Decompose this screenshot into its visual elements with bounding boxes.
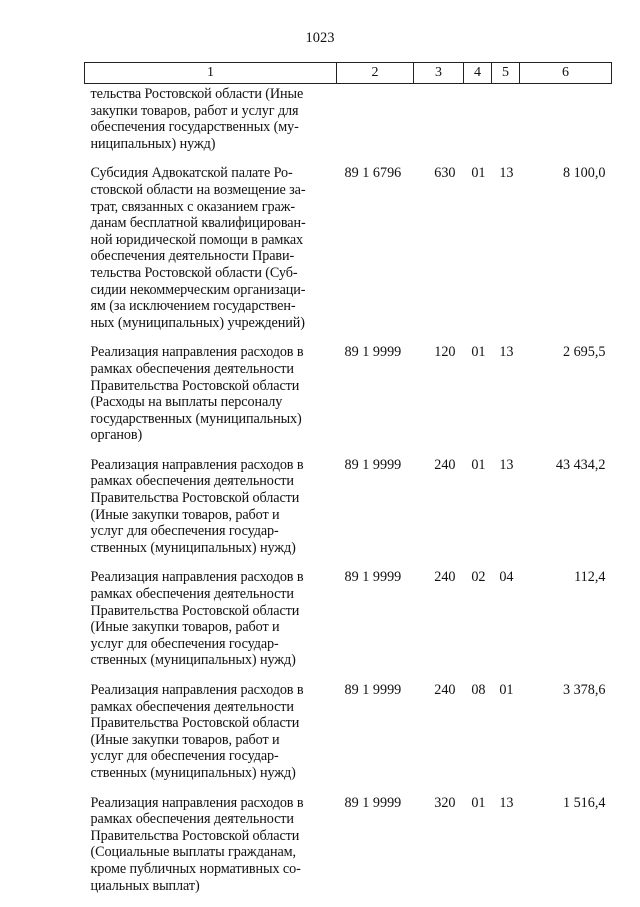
row-pr: 04 <box>499 569 514 586</box>
table-row <box>85 165 612 344</box>
column-header: 6 <box>520 63 612 84</box>
table-row <box>85 457 612 570</box>
row-pr: 01 <box>499 682 514 698</box>
row-code <box>337 84 414 166</box>
row-rz: 08 <box>471 682 486 698</box>
row-sum: 2 695,5 <box>562 344 606 361</box>
row-pr: 13 <box>499 794 514 811</box>
row-rz: 01 <box>471 344 486 361</box>
table-row <box>85 344 612 457</box>
row-vr: 320 <box>434 794 456 811</box>
row-name: Реализация направления расходов в рамках обеспечения деятельности Правительства Ростовской области (Социальные выплаты гражданам, кроме публичных нормативных со- циальных выплат) <box>90 794 304 894</box>
row-vr: 630 <box>434 165 456 182</box>
budget-table <box>84 62 612 907</box>
row-vr: 240 <box>434 456 456 473</box>
row-pr: 13 <box>499 344 514 361</box>
row-sum: 8 100,0 <box>562 165 606 182</box>
row-rz: 01 <box>471 456 486 473</box>
row-rz: 01 <box>471 165 486 182</box>
table-row <box>85 795 612 907</box>
column-header: 3 <box>414 63 464 84</box>
row-name: Реализация направления расходов в рамках обеспечения деятельности Правительства Ростовской области (Иные закупки товаров, работ и услуг для обеспечения государ- ственных (муниципальных) нужд) <box>90 569 304 669</box>
row-sum <box>520 84 612 166</box>
table-row <box>85 84 612 166</box>
row-vr: 240 <box>434 682 456 698</box>
row-vr: 240 <box>434 569 456 586</box>
row-vr <box>414 84 464 166</box>
row-pr <box>492 84 520 166</box>
column-header: 1 <box>85 63 337 84</box>
row-code: 89 1 9999 <box>344 456 402 473</box>
row-sum: 1 516,4 <box>562 794 606 811</box>
row-pr: 13 <box>499 165 514 182</box>
header-row <box>85 63 612 84</box>
row-code: 89 1 9999 <box>344 794 402 811</box>
table-row <box>85 682 612 795</box>
row-sum: 112,4 <box>574 569 606 586</box>
row-code: 89 1 9999 <box>344 344 402 361</box>
column-header: 2 <box>337 63 414 84</box>
row-rz <box>464 84 492 166</box>
row-code: 89 1 9999 <box>344 682 402 698</box>
column-header: 5 <box>492 63 520 84</box>
row-pr: 13 <box>499 456 514 473</box>
row-name: Реализация направления расходов в рамках обеспечения деятельности Правительства Ростовской области (Расходы на выплаты персоналу государственных (муниципальных) органов) <box>90 344 304 444</box>
row-sum: 3 378,6 <box>562 682 606 698</box>
row-vr: 120 <box>434 344 456 361</box>
row-name: Реализация направления расходов в рамках обеспечения деятельности Правительства Ростовской области (Иные закупки товаров, работ и услуг для обеспечения государ- ственных (муниципальных) нужд) <box>90 456 304 556</box>
column-header: 4 <box>464 63 492 84</box>
row-name: тельства Ростовской области (Иные закупки товаров, работ и услуг для обеспечения государственных (му- ниципальных) нужд) <box>90 86 304 152</box>
row-code: 89 1 6796 <box>344 165 402 182</box>
row-name: Реализация направления расходов в рамках обеспечения деятельности Правительства Ростовской области (Иные закупки товаров, работ и услуг для обеспечения государ- ственных (муниципальных) нужд) <box>90 682 304 781</box>
row-rz: 02 <box>471 569 486 586</box>
row-code: 89 1 9999 <box>344 569 402 586</box>
page-number: 1023 <box>305 30 335 46</box>
table-row <box>85 569 612 682</box>
row-sum: 43 434,2 <box>555 456 606 473</box>
row-rz: 01 <box>471 794 486 811</box>
row-name: Субсидия Адвокатской палате Ро- стовской области на возмещение за- трат, связанных с оказанием граж- данам бесплатной квалифицирован- ной юридической помощи в рамках обеспечения деятельности Прави- тельства Ростовской области (Суб- сидии некоммерческим организаци- ям (за исключением государствен- ных (муниципальных) учреждений) <box>90 165 306 331</box>
